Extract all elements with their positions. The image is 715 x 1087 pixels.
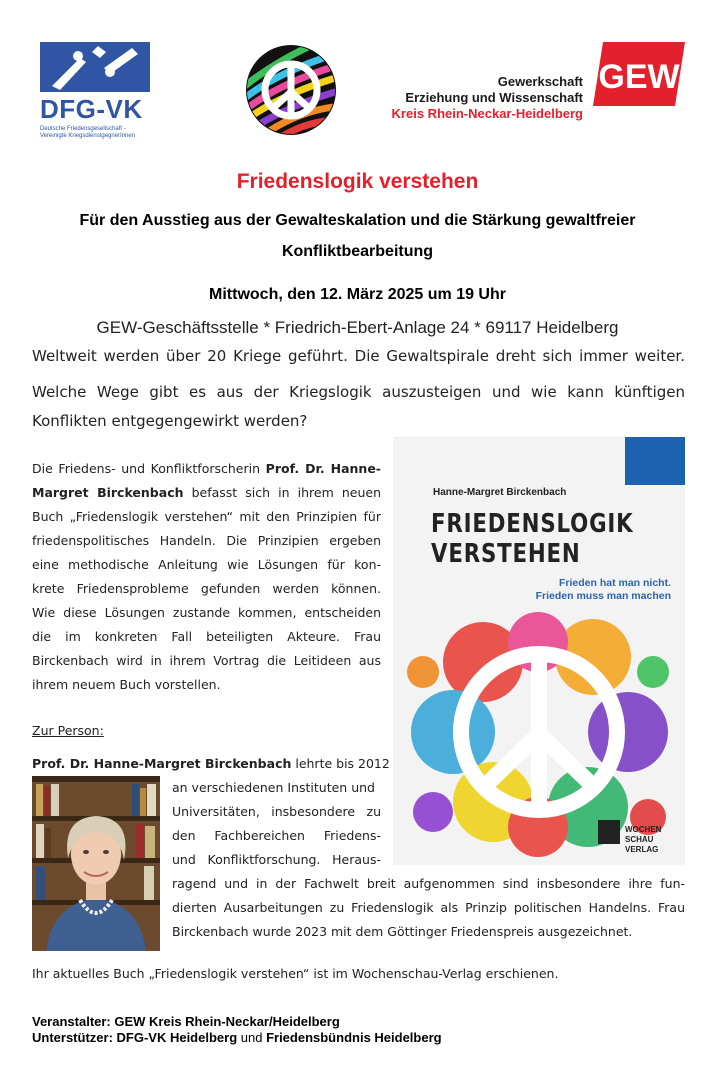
section-heading-zur-person: Zur Person: xyxy=(32,723,104,738)
dfg-vk-subtitle-2: Vereinigte KriegsdienstgegnerInnen xyxy=(40,133,136,139)
body-line: Birckenbach wird in ihrem Vortrag die Leitideen aus xyxy=(32,653,381,668)
gew-mark xyxy=(593,42,685,106)
body-line: dierten Ausarbeitungen zu Friedenslogik als Prinzip politischen Handelns. Frau xyxy=(172,900,685,915)
speaker-portrait xyxy=(32,776,160,951)
body-line: Prof. Dr. Hanne-Margret Birckenbach lehrte bis 2012 xyxy=(32,756,390,771)
body-line: Die Friedens- und Konfliktforscherin Prof. Dr. Hanne- xyxy=(32,461,381,476)
subtitle-line-1: Für den Ausstieg aus der Gewalteskalation und die Stärkung gewaltfreier xyxy=(79,212,636,229)
footer-supporters: Unterstützer: DFG-VK Heidelberg und Friedensbündnis Heidelberg xyxy=(32,1030,442,1045)
book-author: Hanne-Margret Birckenbach xyxy=(433,487,567,498)
footer-organizer: Veranstalter: GEW Kreis Rhein-Neckar/Heidelberg xyxy=(32,1014,340,1029)
book-subtitle-line-2: Frieden muss man machen xyxy=(535,590,671,602)
book-cover-image xyxy=(393,437,685,865)
body-line: und Konfliktforschung. Heraus- xyxy=(172,852,381,867)
book-publisher-line-3: VERLAG xyxy=(625,845,659,854)
intro-line-3: Konflikten entgegengewirkt werden? xyxy=(32,412,308,430)
dfg-vk-subtitle-1: Deutsche Friedensgesellschaft - xyxy=(40,126,126,132)
body-line: den Fachbereichen Friedens- xyxy=(172,828,381,843)
peace-sign-logo xyxy=(245,44,337,136)
book-cover-blue-block xyxy=(625,437,685,485)
book-publisher-line-2: SCHAU xyxy=(625,835,654,844)
body-line: Universitäten, insbesondere zu xyxy=(172,804,381,819)
event-venue: GEW-Geschäftsstelle * Friedrich-Ebert-Anlage 24 * 69117 Heidelberg xyxy=(96,318,619,337)
intro-line-2: Welche Wege gibt es aus der Kriegslogik auszusteigen und wie kann künftigen xyxy=(32,383,685,401)
gew-logo xyxy=(390,42,685,132)
body-line: ihrem neuem Buch vorstellen. xyxy=(32,677,221,692)
event-date: Mittwoch, den 12. März 2025 um 19 Uhr xyxy=(209,286,506,303)
body-line: friedenspolitisches Handeln. Die Prinzipien ergeben xyxy=(32,533,381,548)
book-publisher-line-1: WOCHEN xyxy=(625,825,662,834)
body-line: krete Friedensprobleme gefunden werden können. xyxy=(32,581,381,596)
body-line: Birckenbach wurde 2023 mit dem Göttinger Friedenspreis ausgezeichnet. xyxy=(172,924,633,939)
body-line: Wie diese Lösungen zustande kommen, entscheiden xyxy=(32,605,381,620)
book-title-line-1: FRIEDENSLOGIK xyxy=(431,509,634,539)
broken-rifle-icon xyxy=(40,42,150,92)
book-subtitle-line-1: Frieden hat man nicht. xyxy=(558,577,671,589)
intro-line-1: Weltweit werden über 20 Kriege geführt. Die Gewaltspirale dreht sich immer weiter. xyxy=(32,347,685,365)
body-line: eine methodische Anleitung wie Lösungen für kon- xyxy=(32,557,381,572)
body-line: Ihr aktuelles Buch „Friedenslogik verstehen“ ist im Wochenschau-Verlag erschienen. xyxy=(32,966,559,981)
body-line: an verschiedenen Instituten und xyxy=(172,780,375,795)
body-line: Margret Birckenbach befasst sich in ihrem neuen xyxy=(32,485,381,500)
body-line: Buch „Friedenslogik verstehen“ mit den Prinzipien für xyxy=(32,509,381,524)
body-line: die im konkreten Fall beteiligten Akteure. Frau xyxy=(32,629,381,644)
page-title: Friedenslogik verstehen xyxy=(236,170,479,193)
dfg-vk-logo xyxy=(40,42,150,142)
gew-line-3: Kreis Rhein-Neckar-Heidelberg xyxy=(391,106,583,121)
book-title-line-2: VERSTEHEN xyxy=(431,539,581,569)
gew-line-2: Erziehung und Wissenschaft xyxy=(405,90,583,105)
svg-text:GEW: GEW xyxy=(598,58,680,96)
subtitle-line-2: Konfliktbearbeitung xyxy=(281,243,434,260)
body-line: ragend und in der Fachwelt breit aufgenommen sind insbesondere ihre fun- xyxy=(172,876,685,891)
dfg-vk-name: DFG-VK xyxy=(40,94,143,124)
gew-line-1: Gewerkschaft xyxy=(497,74,583,89)
